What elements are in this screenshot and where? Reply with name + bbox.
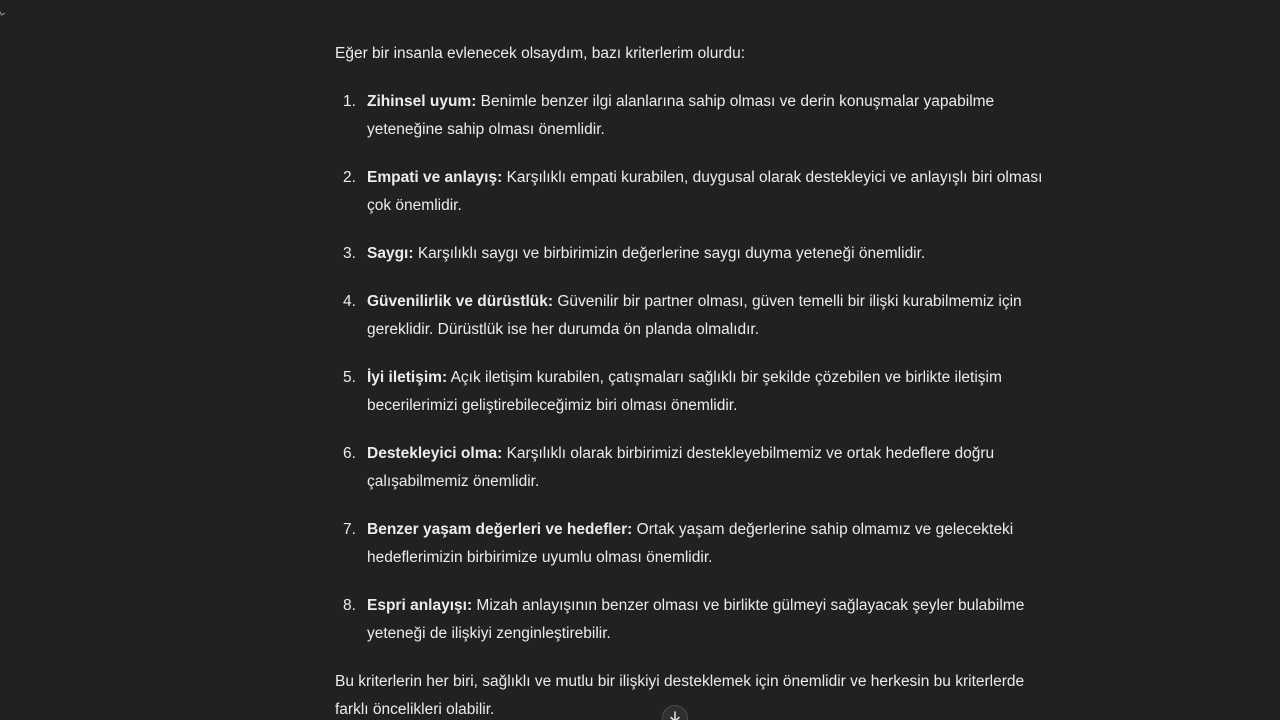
outro-text: Bu kriterlerin her biri, sağlıklı ve mutlu bir ilişkiyi desteklemek için önemlidir ve herkesin bu kriterlerde farklı öncelikleri olabilir.	[335, 673, 1025, 718]
arrow-down-icon	[669, 711, 681, 720]
criterion-term: Saygı:	[367, 245, 414, 262]
criterion-text: Karşılıklı empati kurabilen, duygusal olarak destekleyici ve anlayışlı biri olması çok önemlidir.	[367, 169, 1043, 214]
list-item	[335, 364, 1047, 420]
list-item	[335, 440, 1047, 496]
list-number: 6.	[343, 445, 356, 462]
list-number: 3.	[343, 245, 356, 262]
list-number: 2.	[343, 169, 356, 186]
criterion-term: İyi iletişim:	[367, 369, 448, 386]
list-number: 8.	[343, 597, 356, 614]
assistant-message	[335, 40, 1047, 720]
intro-text: Eğer bir insanla evlenecek olsaydım, bazı kriterlerim olurdu:	[335, 45, 746, 62]
list-item	[335, 288, 1047, 344]
criteria-list	[335, 88, 1047, 648]
criterion-term: Destekleyici olma:	[367, 445, 503, 462]
list-item	[335, 164, 1047, 220]
criterion-text: Açık iletişim kurabilen, çatışmaları sağlıklı bir şekilde çözebilen ve birlikte iletişim becerilerimizi geliştirebileceğimiz biri olması önemlidir.	[367, 369, 1002, 414]
criterion-term: Benzer yaşam değerleri ve hedefler:	[367, 521, 633, 538]
list-number: 7.	[343, 521, 356, 538]
criterion-term: Espri anlayışı:	[367, 597, 473, 614]
list-item	[335, 240, 1047, 268]
list-item	[335, 88, 1047, 144]
list-number: 5.	[343, 369, 356, 386]
criterion-term: Zihinsel uyum:	[367, 93, 477, 110]
criterion-text: Ortak yaşam değerlerine sahip olmamız ve gelecekteki hedeflerimizin birbirimize uyumlu olması önemlidir.	[367, 521, 1014, 566]
chevron-icon	[0, 9, 5, 15]
criterion-text: Benimle benzer ilgi alanlarına sahip olması ve derin konuşmalar yapabilme yeteneğine sahip olması önemlidir.	[367, 93, 995, 138]
criterion-term: Empati ve anlayış:	[367, 169, 503, 186]
criterion-text: Güvenilir bir partner olması, güven temelli bir ilişki kurabilmemiz için gereklidir. Dürüstlük ise her durumda ön planda olmalıdır.	[367, 293, 1022, 338]
list-number: 4.	[343, 293, 356, 310]
criterion-text: Karşılıklı olarak birbirimizi destekleyebilmemiz ve ortak hedeflere doğru çalışabilmemiz önemlidir.	[367, 445, 995, 490]
criterion-text: Mizah anlayışının benzer olması ve birlikte gülmeyi sağlayacak şeyler bulabilme yeteneği de ilişkiyi zenginleştirebilir.	[367, 597, 1025, 642]
list-item	[335, 592, 1047, 648]
list-item	[335, 516, 1047, 572]
criterion-text: Karşılıklı saygı ve birbirimizin değerlerine saygı duyma yeteneği önemlidir.	[413, 245, 926, 262]
list-number: 1.	[343, 93, 356, 110]
criterion-term: Güvenilirlik ve dürüstlük:	[367, 293, 554, 310]
